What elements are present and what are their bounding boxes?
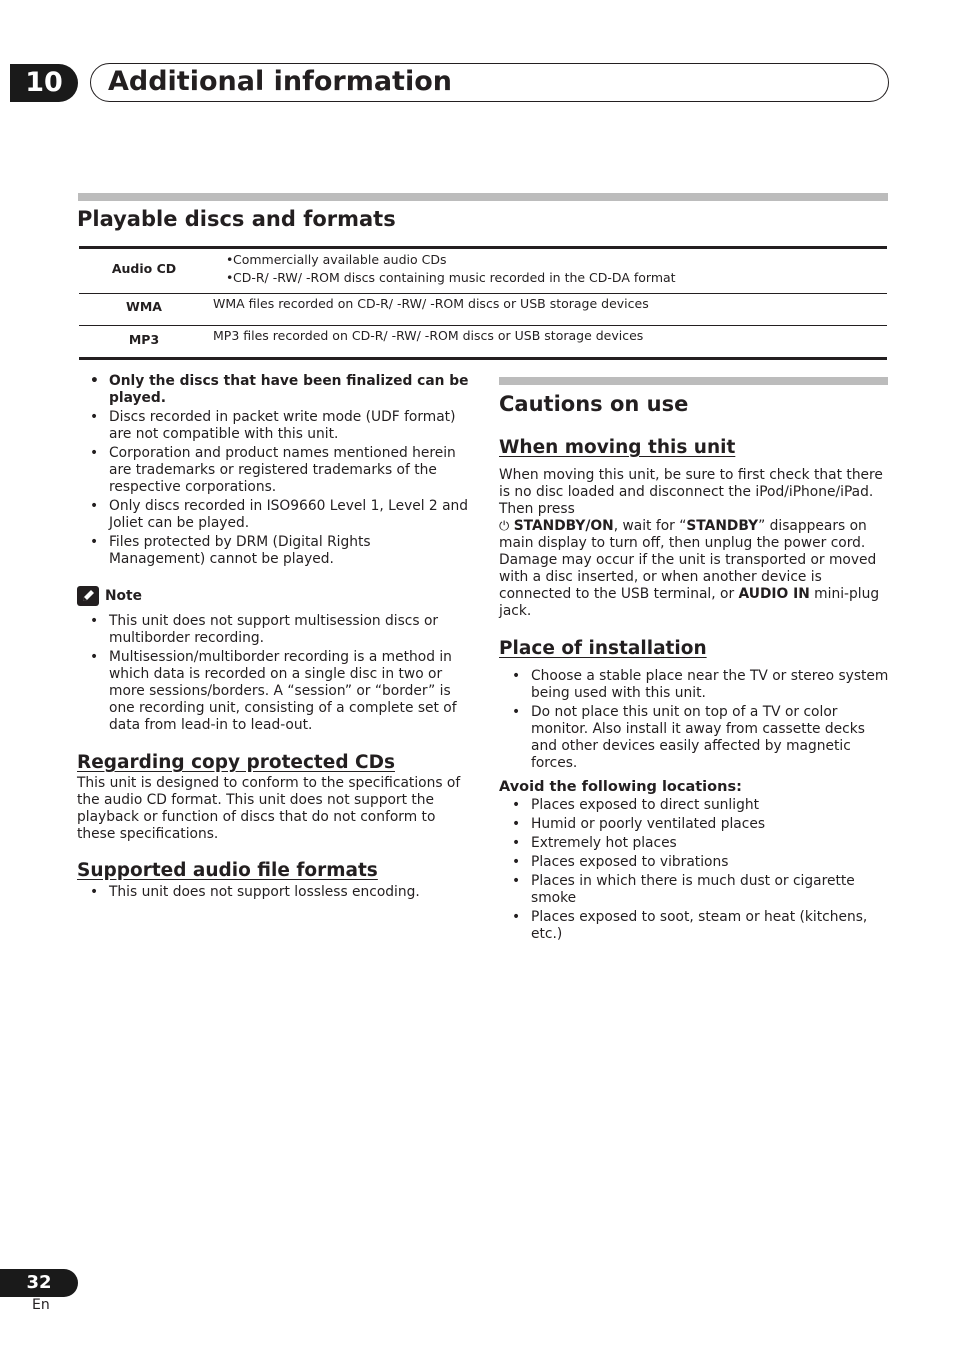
list-item: • Do not place this unit on top of a TV or color monitor. Also install it away from cassette decks and other devices easily affected by magnetic forces. (499, 704, 889, 772)
installation-bullets (499, 668, 889, 772)
list-item: • This unit does not support lossless encoding. (77, 884, 469, 901)
left-column (77, 373, 469, 903)
list-item: • Commercially available audio CDs (213, 251, 887, 269)
subsection-title-copy-protected: Regarding copy protected CDs (77, 752, 395, 773)
table-category: Audio CD (111, 261, 177, 276)
list-item: • Places exposed to vibrations (499, 854, 889, 871)
list-item: • Only discs recorded in ISO9660 Level 1, Level 2 and Joliet can be played. (77, 498, 469, 532)
note-bullets (77, 613, 469, 734)
audio-formats-bullets (77, 884, 469, 901)
list-item: • Places in which there is much dust or cigarette smoke (499, 873, 889, 907)
standby-label: STANDBY (686, 518, 759, 534)
list-item: • Extremely hot places (499, 835, 889, 852)
subsection-title-moving: When moving this unit (499, 437, 736, 458)
formats-table (79, 246, 887, 360)
standby-on-label: STANDBY/ON (513, 518, 614, 534)
note-label: Note (105, 588, 142, 604)
table-description: WMA files recorded on CD-R/ -RW/ -ROM discs or USB storage devices (213, 296, 649, 311)
subsection-title-installation: Place of installation (499, 638, 707, 659)
list-item: • Humid or poorly ventilated places (499, 816, 889, 833)
chapter-number-badge: 10 (10, 64, 78, 102)
playable-bullets (77, 373, 469, 568)
moving-text: When moving this unit, be sure to first check that there is no disc loaded and disconnect the iPod/iPhone/iPad. Then press ⏻ STANDBY/ON, wait for “STANDBY” disappears on main display to turn off, then unplug the power cord. Damage may occur if the unit is transported or moved with a disc inserted, or when another device is connected to the USB terminal, or AUDIO IN mini-plug jack. (499, 467, 883, 619)
page-number: 32 (0, 1269, 78, 1297)
table-description: MP3 files recorded on CD-R/ -RW/ -ROM discs or USB storage devices (213, 328, 644, 343)
right-column (499, 391, 889, 945)
list-item: • Corporation and product names mentioned herein are trademarks or registered trademarks of the respective corporations. (77, 445, 469, 496)
table-row (79, 249, 887, 294)
list-item: • Discs recorded in packet write mode (UDF format) are not compatible with this unit. (77, 409, 469, 443)
audio-in-label: AUDIO IN (738, 586, 810, 602)
list-item: • Only the discs that have been finalized can be played. (77, 373, 469, 407)
list-item: • CD-R/ -RW/ -ROM discs containing music recorded in the CD-DA format (213, 269, 887, 287)
list-item: • Places exposed to soot, steam or heat (kitchens, etc.) (499, 909, 889, 943)
list-item: • Files protected by DRM (Digital Rights Management) cannot be played. (77, 534, 469, 568)
list-item: • Places exposed to direct sunlight (499, 797, 889, 814)
subsection-title-audio-formats: Supported audio file formats (77, 860, 378, 881)
table-row (79, 326, 887, 357)
table-row (79, 294, 887, 326)
table-category: MP3 (128, 332, 160, 347)
section-title-playable: Playable discs and formats (77, 207, 396, 231)
section-title-cautions: Cautions on use (499, 392, 689, 416)
table-category: WMA (126, 299, 162, 314)
section-rule (499, 377, 888, 385)
chapter-title: Additional information (108, 66, 452, 97)
list-item: • Choose a stable place near the TV or stereo system being used with this unit. (499, 668, 889, 702)
avoid-list (499, 797, 889, 943)
language-label: En (32, 1297, 50, 1313)
list-item: • Multisession/multiborder recording is a method in which data is recorded on a single disc in two or more sessions/borders. A “session” or “border” is one recording unit, consisting of a complete set of data from lead-in to lead-out. (77, 649, 469, 734)
power-icon: ⏻ (499, 519, 510, 534)
table-item-list (213, 251, 887, 287)
copy-protected-text: This unit is designed to conform to the specifications of the audio CD format. This unit does not support the playback or function of discs that do not conform to these specifications. (77, 775, 461, 842)
avoid-heading: Avoid the following locations: (499, 779, 742, 795)
note-heading (77, 586, 469, 606)
section-rule (78, 193, 888, 201)
list-item: • This unit does not support multisession discs or multiborder recording. (77, 613, 469, 647)
pencil-icon (77, 586, 99, 606)
